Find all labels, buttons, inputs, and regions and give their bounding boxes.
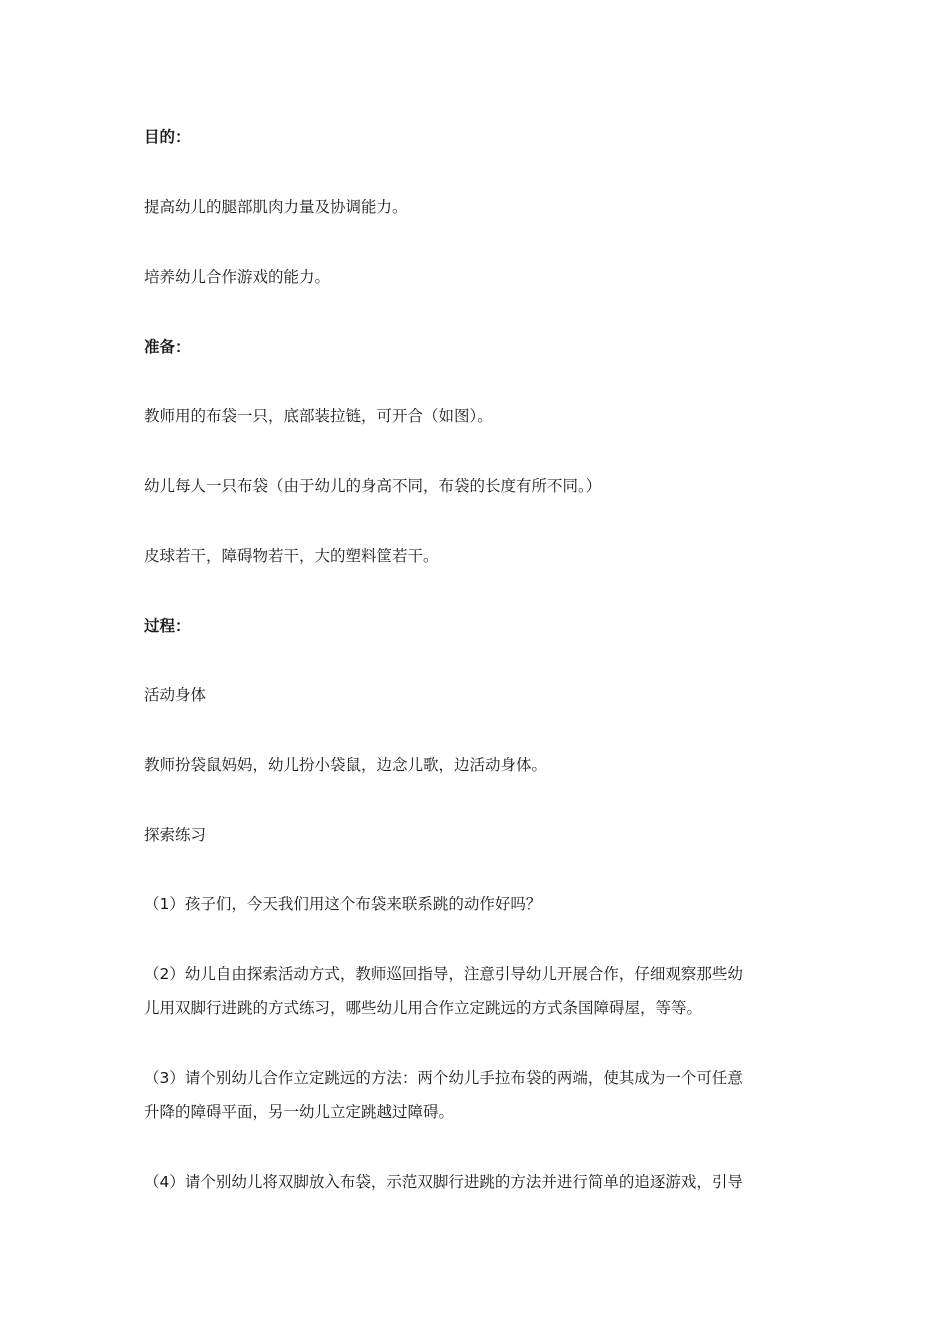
subheading-exploration: 探索练习 [144,826,207,844]
heading-preparation: 准备： [144,338,191,356]
step-4-line-1: （4）请个别幼儿将双脚放入布袋，示范双脚行进跳的方法并进行简单的追逐游戏，引导 [144,1173,743,1191]
paragraph: 教师用的布袋一只，底部装拉链，可开合（如图）。 [144,407,493,425]
step-2-line-2: 儿用双脚行进跳的方式练习，哪些幼儿用合作立定跳远的方式条国障碍屋，等等。 [144,999,703,1017]
paragraph: 提高幼儿的腿部肌肉力量及协调能力。 [144,198,408,216]
heading-purpose: 目的： [144,128,191,146]
step-3-line-2: 升降的障碍平面，另一幼儿立定跳越过障碍。 [144,1103,455,1121]
paragraph: 教师扮袋鼠妈妈，幼儿扮小袋鼠，边念儿歌，边活动身体。 [144,756,548,774]
step-2-line-1: （2）幼儿自由探索活动方式，教师巡回指导，注意引导幼儿开展合作，仔细观察那些幼 [144,965,743,983]
paragraph: 培养幼儿合作游戏的能力。 [144,268,331,286]
step-3-line-1: （3）请个别幼儿合作立定跳远的方法：两个幼儿手拉布袋的两端，使其成为一个可任意 [144,1069,743,1087]
paragraph: 幼儿每人一只布袋（由于幼儿的身高不同，布袋的长度有所不同。） [144,477,602,495]
heading-process: 过程： [144,617,191,635]
subheading-warmup: 活动身体 [144,686,207,704]
paragraph: 皮球若干，障碍物若干，大的塑料筐若干。 [144,547,439,565]
step-1: （1）孩子们，今天我们用这个布袋来联系跳的动作好吗？ [144,895,542,913]
